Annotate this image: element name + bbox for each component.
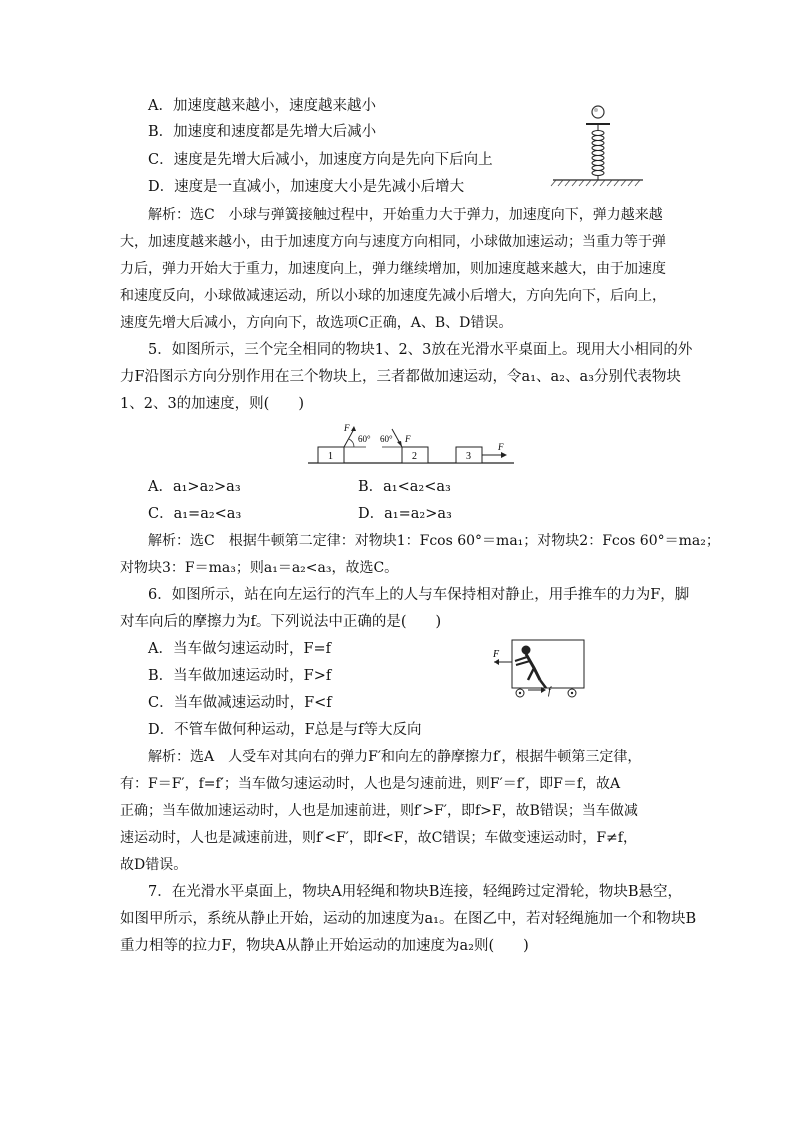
q5-option-d: D．a₁=a₂>a₃ — [358, 506, 452, 522]
q6-solution-line: 故D错误。 — [120, 857, 188, 873]
q5-solution-line: 解析：选C 根据牛顿第二定律：对物块1：Fcos 60°＝ma₁；对物块2：Fcos 60°＝ma₂； — [148, 533, 720, 549]
q4-solution-line: 大，加速度越来越小，由于加速度方向与速度方向相同，小球做加速运动；当重力等于弹 — [120, 234, 666, 250]
q6-solution-line: 速运动时，人也是减速前进，则f′<F′，即f<F，故C错误；车做变速运动时，F≠f， — [120, 830, 637, 846]
block-2-label: 2 — [412, 451, 417, 462]
q4-solution-line: 速度先增大后减小，方向向下，故选项C正确，A、B、D错误。 — [120, 315, 513, 331]
force-label-1: F — [344, 423, 350, 433]
q6-solution-line: 解析：选A 人受车对其向右的弹力F′和向左的静摩擦力f′，根据牛顿第三定律， — [148, 749, 642, 765]
q4-option-c: C．速度是先增大后减小，加速度方向是先向下后向上 — [148, 152, 493, 168]
q4-solution-line: 和速度反向，小球做减速运动，所以小球的加速度先减小后增大，方向先向下，后向上， — [120, 288, 666, 304]
q6-option-d: D．不管车做何种运动，F总是与f等大反向 — [148, 722, 422, 738]
force-f-label: F — [493, 649, 500, 660]
q6-solution-line: 正确；当车做加速运动时，人也是加速前进，则f′>F′，即f>F，故B错误；当车做减 — [120, 803, 638, 819]
q6-stem-line: 6．如图所示，站在向左运行的汽车上的人与车保持相对静止，用手推车的力为F，脚 — [148, 587, 690, 603]
angle-label-1: 60° — [358, 434, 371, 444]
force-label-3: F — [498, 442, 504, 452]
q5-stem-line: 1、2、3的加速度，则( ) — [120, 396, 304, 412]
q5-solution-line: 对物块3：F＝ma₃；则a₁＝a₂<a₃，故选C。 — [120, 560, 399, 576]
q6-option-b: B．当车做加速运动时，F>f — [148, 668, 332, 684]
q4-option-b: B．加速度和速度都是先增大后减小 — [148, 124, 377, 140]
q4-option-d: D．速度是一直减小，加速度大小是先减小后增大 — [148, 179, 465, 195]
q7-stem-line: 7．在光滑水平桌面上，物块A用轻绳和物块B连接，轻绳跨过定滑轮，物块B悬空， — [148, 884, 683, 900]
q5-option-c: C．a₁=a₂<a₃ — [148, 506, 242, 522]
spring-ball-figure — [548, 98, 648, 190]
q6-option-c: C．当车做减速运动时，F<f — [148, 695, 332, 711]
q4-solution-line: 力后，弹力开始大于重力，加速度向上，弹力继续增加，则加速度越来越大，由于加速度 — [120, 261, 666, 277]
person-pushing-car-figure — [490, 636, 590, 700]
three-blocks-figure — [304, 420, 518, 468]
friction-f-label: f — [548, 686, 551, 697]
angle-label-2: 60° — [380, 434, 393, 444]
q6-option-a: A．当车做匀速运动时，F=f — [148, 641, 332, 657]
q6-stem-line: 对车向后的摩擦力为f。下列说法中正确的是( ) — [120, 614, 442, 630]
q5-stem-line: 5．如图所示，三个完全相同的物块1、2、3放在光滑水平桌面上。现用大小相同的外 — [148, 342, 693, 358]
q5-stem-line: 力F沿图示方向分别作用在三个物块上，三者都做加速运动，令a₁、a₂、a₃分别代表物块 — [120, 369, 681, 385]
q4-solution-line: 解析：选C 小球与弹簧接触过程中，开始重力大于弹力，加速度向下，弹力越来越 — [148, 207, 663, 223]
block-3-label: 3 — [466, 451, 471, 462]
q7-stem-line: 重力相等的拉力F，物块A从静止开始运动的加速度为a₂则( ) — [120, 938, 529, 954]
q5-option-b: B．a₁<a₂<a₃ — [358, 479, 451, 495]
q5-option-a: A．a₁>a₂>a₃ — [148, 479, 241, 495]
q4-option-a: A．加速度越来越小，速度越来越小 — [148, 98, 376, 114]
force-label-2: F — [405, 434, 411, 444]
q6-solution-line: 有：F＝F′，f=f′；当车做匀速运动时，人也是匀速前进，则F′＝f′，即F＝f，故A — [120, 776, 621, 792]
block-1-label: 1 — [328, 451, 333, 462]
q7-stem-line: 如图甲所示，系统从静止开始，运动的加速度为a₁。在图乙中，若对轻绳施加一个和物块B — [120, 911, 697, 927]
